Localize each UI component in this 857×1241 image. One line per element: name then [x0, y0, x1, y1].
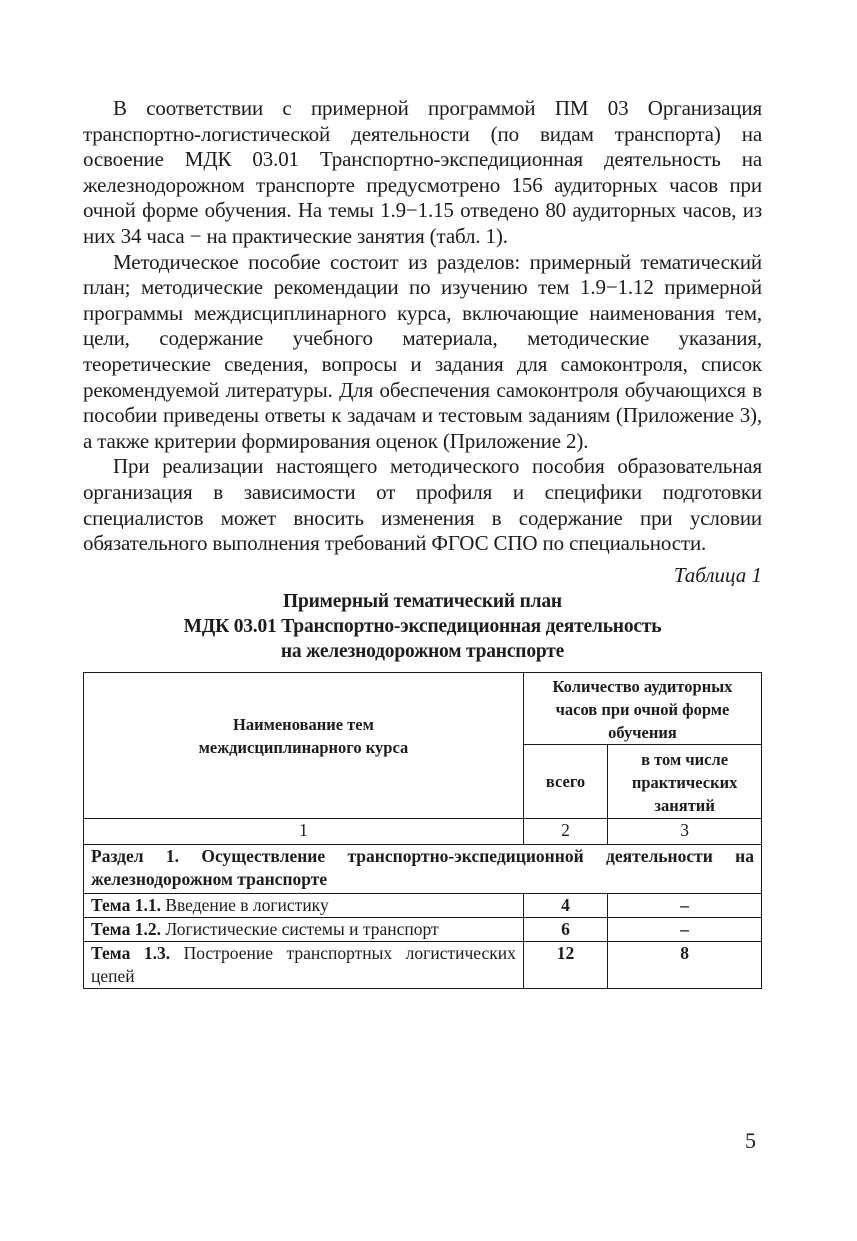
thematic-plan-table [83, 672, 762, 989]
topic-name: Построение транспортных логистических цепей [91, 942, 516, 986]
topic-practical-hours: 8 [608, 941, 762, 988]
header-hours-group: Количество аудиторных часов при очной форме обучения [523, 672, 761, 744]
topic-label: Тема 1.1. [91, 894, 161, 915]
topic-total-hours: 12 [523, 941, 607, 988]
topic-cell [84, 917, 524, 941]
paragraph-program-hours: В соответствии с примерной программой ПМ 03 Организация транспортно-логистической деятельности (по видам транспорта) на освоение МДК 03.01 Транспортно-экспедиционная деятельность на железнодорожном транспорте предусмотрено 156 аудиторных часов при очной форме обучения. На темы 1.9−1.15 отведено 80 аудиторных часов, из них 34 часа − на практические занятия (табл. 1). [83, 96, 762, 248]
table-label: Таблица 1 [673, 562, 762, 587]
header-topic-name [84, 672, 524, 818]
topic-practical-hours: – [608, 893, 762, 917]
table-title-line-3: на железнодорожном транспорте [280, 640, 565, 662]
topic-label: Тема 1.2. [91, 918, 161, 939]
section-row [84, 844, 762, 893]
page-body [83, 96, 762, 989]
header-practical: в том числе практических занятий [608, 744, 762, 818]
table-row [84, 917, 762, 941]
column-number-2: 2 [523, 818, 607, 844]
table-row [84, 941, 762, 988]
column-number-3: 3 [608, 818, 762, 844]
topic-name: Логистические системы и транспорт [165, 918, 439, 939]
topic-practical-hours: – [608, 917, 762, 941]
table-row [84, 893, 762, 917]
topic-label: Тема 1.3. [91, 942, 171, 963]
table-title [83, 589, 762, 664]
header-total: всего [523, 744, 607, 818]
topic-total-hours: 6 [523, 917, 607, 941]
page-number: 5 [745, 1128, 756, 1153]
header-topic-name-text: Наименование тем междисциплинарного курса [198, 715, 409, 758]
topic-total-hours: 4 [523, 893, 607, 917]
table-header-row [84, 672, 762, 744]
table-title-line-2: МДК 03.01 Транспортно-экспедиционная деятельность [183, 615, 662, 637]
topic-cell [84, 893, 524, 917]
column-number-1: 1 [84, 818, 524, 844]
topic-cell [84, 941, 524, 988]
topic-name: Введение в логистику [165, 894, 329, 915]
column-number-row [84, 818, 762, 844]
paragraph-implementation: При реализации настоящего методического пособия образовательная организация в зависимости от профиля и специфики подготовки специалистов может вносить изменения в содержание при условии обязательного выполнения требований ФГОС СПО по специальности. [83, 454, 762, 556]
table-title-line-1: Примерный тематический план [283, 590, 562, 612]
paragraph-manual-structure: Методическое пособие состоит из разделов: примерный тематический план; методические рекомендации по изучению тем 1.9−1.12 примерной программы междисциплинарного курса, включающие наименования тем, цели, содержание учебного материала, методические указания, теоретические сведения, вопросы и задания для самоконтроля, список рекомендуемой литературы. Для обеспечения самоконтроля обучающихся в пособии приведены ответы к задачам и тестовым заданиям (Приложение 3), а также критерии формирования оценок (Приложение 2). [83, 249, 762, 453]
section-title: Раздел 1. Осуществление транспортно-экспедиционной деятельности на железнодорожном транспорте [84, 844, 762, 893]
